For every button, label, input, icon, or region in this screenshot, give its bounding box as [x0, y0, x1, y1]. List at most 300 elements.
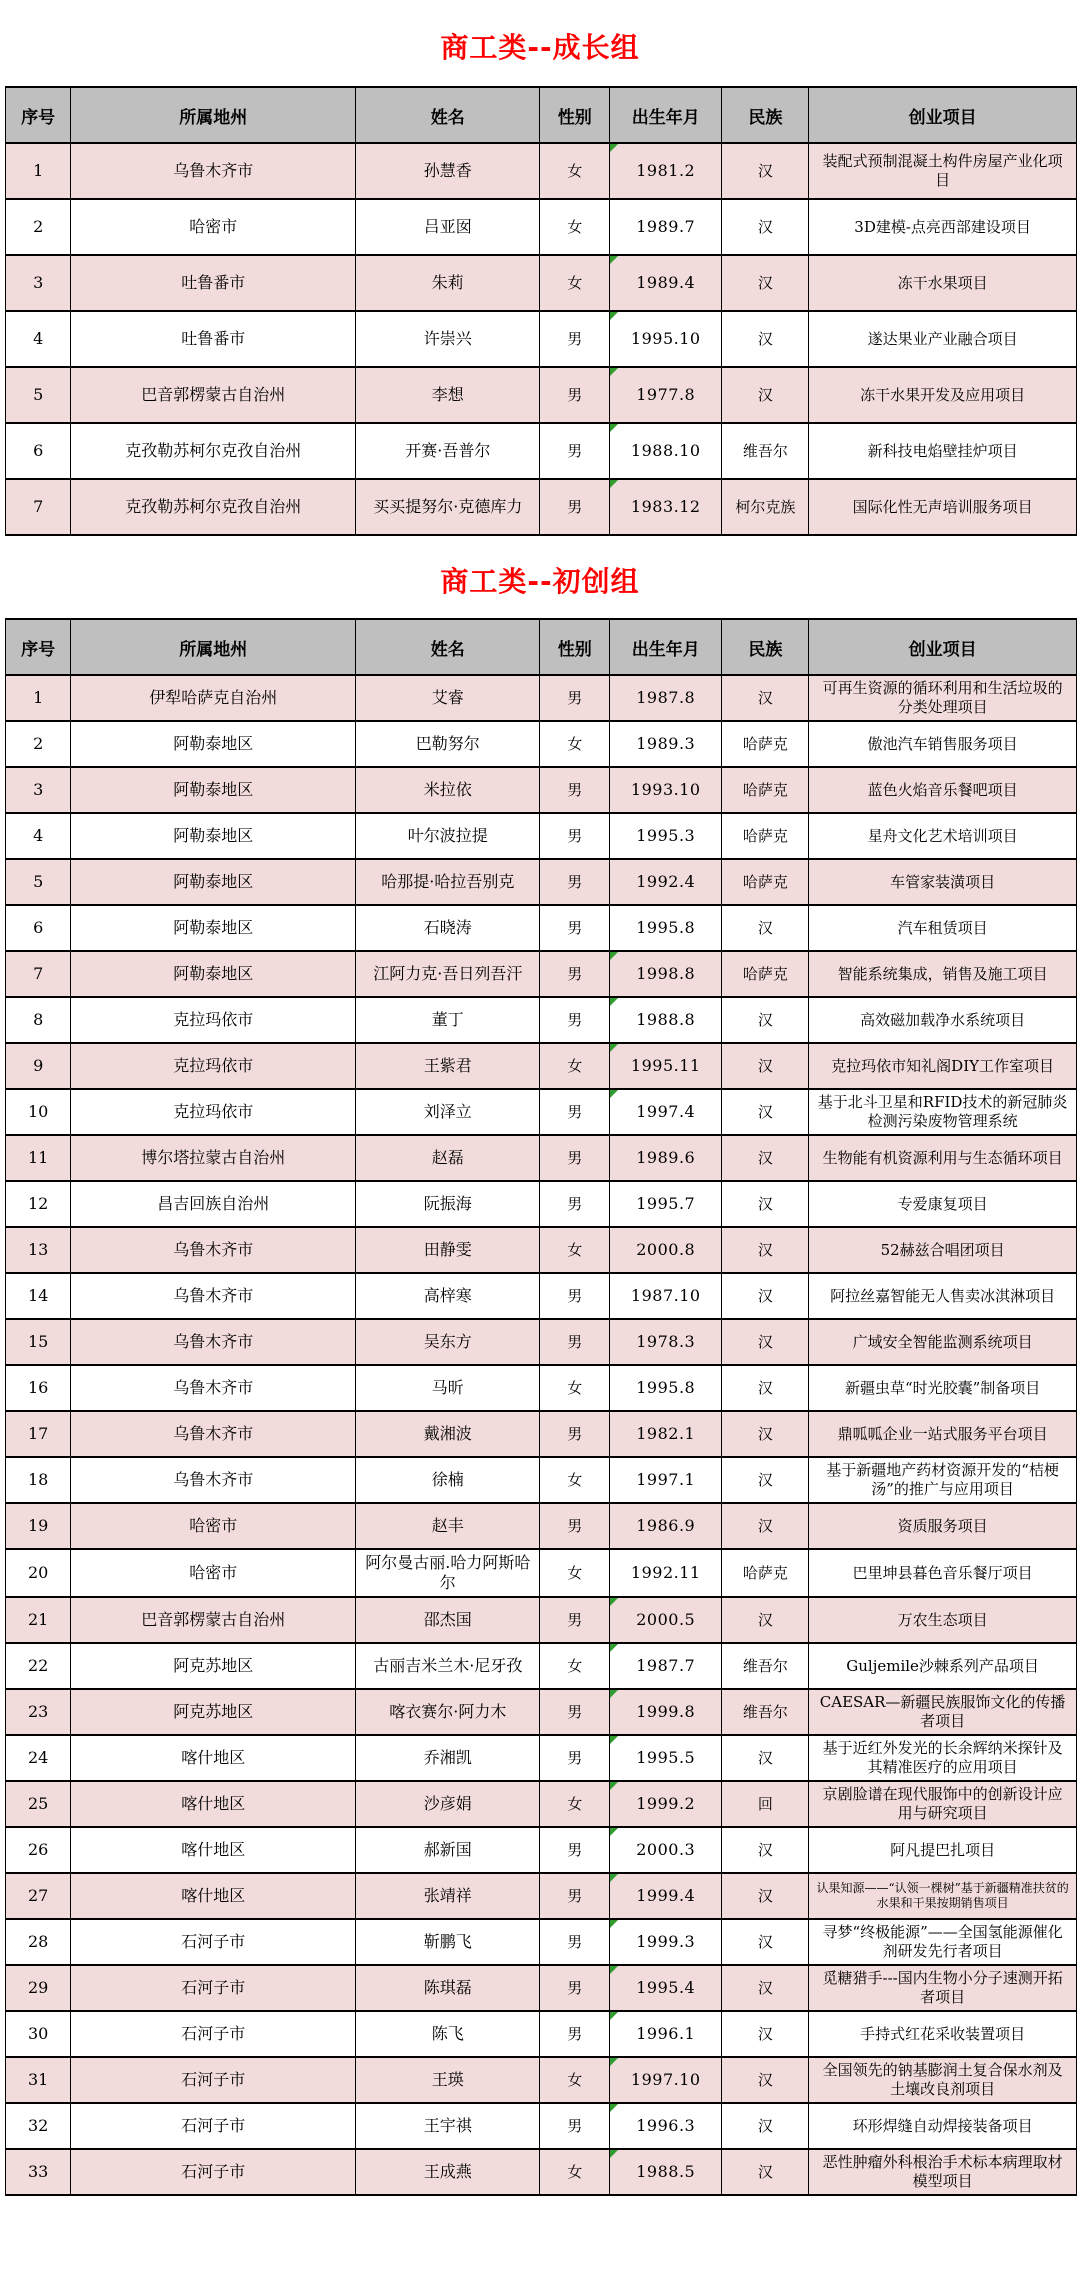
cell-birth: 1989.3 — [610, 721, 722, 767]
cell-project: 巴里坤县暮色音乐餐厅项目 — [809, 1549, 1077, 1597]
cell-gender: 女 — [540, 2149, 610, 2195]
cell-project: 智能系统集成，销售及施工项目 — [809, 951, 1077, 997]
cell-project: 傲池汽车销售服务项目 — [809, 721, 1077, 767]
cell-ethnic: 汉 — [722, 1227, 809, 1273]
cell-birth: 1982.1 — [610, 1411, 722, 1457]
cell-gender: 男 — [540, 1273, 610, 1319]
table-row — [6, 1965, 1077, 2011]
table-row — [6, 951, 1077, 997]
cell-flag-icon — [610, 144, 618, 152]
cell-flag-icon — [610, 2104, 618, 2112]
cell-project: 星舟文化艺术培训项目 — [809, 813, 1077, 859]
cell-gender: 男 — [540, 1135, 610, 1181]
column-header-birth: 出生年月 — [610, 619, 722, 675]
cell-birth: 1992.11 — [610, 1549, 722, 1597]
cell-flag-icon — [610, 368, 618, 376]
cell-birth: 1999.4 — [610, 1873, 722, 1919]
cell-name: 赵磊 — [356, 1135, 540, 1181]
cell-region: 吐鲁番市 — [71, 311, 356, 367]
cell-gender: 男 — [540, 2011, 610, 2057]
cell-ethnic: 哈萨克 — [722, 813, 809, 859]
cell-index: 6 — [6, 905, 71, 951]
cell-name: 朱莉 — [356, 255, 540, 311]
cell-region: 克拉玛依市 — [71, 1089, 356, 1135]
cell-gender: 女 — [540, 721, 610, 767]
table-row — [6, 1919, 1077, 1965]
cell-birth: 2000.3 — [610, 1827, 722, 1873]
cell-ethnic: 汉 — [722, 255, 809, 311]
cell-ethnic: 汉 — [722, 143, 809, 199]
cell-birth: 1988.5 — [610, 2149, 722, 2195]
cell-flag-icon — [610, 952, 618, 960]
cell-region: 巴音郭楞蒙古自治州 — [71, 1597, 356, 1643]
cell-name: 徐楠 — [356, 1457, 540, 1503]
cell-project: 新疆虫草“时光胶囊”制备项目 — [809, 1365, 1077, 1411]
cell-name: 赵丰 — [356, 1503, 540, 1549]
cell-birth: 1988.10 — [610, 423, 722, 479]
cell-gender: 男 — [540, 813, 610, 859]
cell-project: 京剧脸谱在现代服饰中的创新设计应用与研究项目 — [809, 1781, 1077, 1827]
table-row — [6, 1549, 1077, 1597]
growth-group-table — [5, 86, 1077, 536]
cell-index: 3 — [6, 767, 71, 813]
cell-name: 马昕 — [356, 1365, 540, 1411]
cell-birth: 1999.8 — [610, 1689, 722, 1735]
cell-region: 石河子市 — [71, 2149, 356, 2195]
cell-project: CAESAR—新疆民族服饰文化的传播者项目 — [809, 1689, 1077, 1735]
column-header-region: 所属地州 — [71, 619, 356, 675]
cell-ethnic: 汉 — [722, 1457, 809, 1503]
cell-region: 博尔塔拉蒙古自治州 — [71, 1135, 356, 1181]
cell-ethnic: 汉 — [722, 2149, 809, 2195]
cell-region: 克拉玛依市 — [71, 997, 356, 1043]
cell-name: 张靖祥 — [356, 1873, 540, 1919]
cell-ethnic: 汉 — [722, 1919, 809, 1965]
cell-region: 伊犁哈萨克自治州 — [71, 675, 356, 721]
column-header-project: 创业项目 — [809, 87, 1077, 143]
cell-project: 广域安全智能监测系统项目 — [809, 1319, 1077, 1365]
table-row — [6, 1135, 1077, 1181]
cell-name: 石晓涛 — [356, 905, 540, 951]
cell-ethnic: 汉 — [722, 1735, 809, 1781]
cell-index: 7 — [6, 951, 71, 997]
cell-ethnic: 汉 — [722, 1965, 809, 2011]
cell-name: 王瑛 — [356, 2057, 540, 2103]
cell-birth: 1987.8 — [610, 675, 722, 721]
cell-index: 5 — [6, 367, 71, 423]
cell-ethnic: 汉 — [722, 1089, 809, 1135]
cell-project: 环形焊缝自动焊接装备项目 — [809, 2103, 1077, 2149]
table-row — [6, 1319, 1077, 1365]
cell-flag-icon — [610, 1920, 618, 1928]
cell-birth: 2000.5 — [610, 1597, 722, 1643]
table-row — [6, 143, 1077, 199]
cell-index: 4 — [6, 311, 71, 367]
cell-gender: 男 — [540, 1689, 610, 1735]
cell-gender: 女 — [540, 2057, 610, 2103]
table-row — [6, 2057, 1077, 2103]
cell-project: 专爱康复项目 — [809, 1181, 1077, 1227]
table-row — [6, 255, 1077, 311]
cell-region: 乌鲁木齐市 — [71, 1227, 356, 1273]
cell-ethnic: 汉 — [722, 1597, 809, 1643]
cell-gender: 男 — [540, 997, 610, 1043]
column-header-index: 序号 — [6, 619, 71, 675]
cell-region: 阿勒泰地区 — [71, 905, 356, 951]
cell-gender: 男 — [540, 1503, 610, 1549]
cell-ethnic: 汉 — [722, 1181, 809, 1227]
column-header-project: 创业项目 — [809, 619, 1077, 675]
cell-ethnic: 汉 — [722, 2057, 809, 2103]
table-row — [6, 1781, 1077, 1827]
cell-birth: 1987.10 — [610, 1273, 722, 1319]
cell-ethnic: 哈萨克 — [722, 1549, 809, 1597]
cell-flag-icon — [610, 2058, 618, 2066]
cell-index: 30 — [6, 2011, 71, 2057]
cell-index: 10 — [6, 1089, 71, 1135]
cell-project: 可再生资源的循环利用和生活垃圾的分类处理项目 — [809, 675, 1077, 721]
cell-flag-icon — [610, 1690, 618, 1698]
cell-name: 吕亚囡 — [356, 199, 540, 255]
cell-ethnic: 柯尔克族 — [722, 479, 809, 535]
cell-region: 克孜勒苏柯尔克孜自治州 — [71, 479, 356, 535]
cell-birth: 1997.10 — [610, 2057, 722, 2103]
cell-project: 蓝色火焰音乐餐吧项目 — [809, 767, 1077, 813]
cell-project: 寻梦“终极能源”——全国氢能源催化剂研发先行者项目 — [809, 1919, 1077, 1965]
cell-gender: 男 — [540, 1735, 610, 1781]
cell-ethnic: 汉 — [722, 311, 809, 367]
cell-gender: 女 — [540, 199, 610, 255]
cell-ethnic: 汉 — [722, 1827, 809, 1873]
table-row — [6, 1597, 1077, 1643]
cell-name: 邵杰国 — [356, 1597, 540, 1643]
cell-name: 孙慧香 — [356, 143, 540, 199]
cell-project: 阿凡提巴扎项目 — [809, 1827, 1077, 1873]
table-row — [6, 721, 1077, 767]
column-header-name: 姓名 — [356, 619, 540, 675]
column-header-birth: 出生年月 — [610, 87, 722, 143]
cell-gender: 女 — [540, 143, 610, 199]
cell-ethnic: 汉 — [722, 2011, 809, 2057]
cell-birth: 1986.9 — [610, 1503, 722, 1549]
cell-index: 25 — [6, 1781, 71, 1827]
cell-flag-icon — [610, 1874, 618, 1882]
cell-project: 冻干水果开发及应用项目 — [809, 367, 1077, 423]
cell-name: 乔湘凯 — [356, 1735, 540, 1781]
cell-birth: 1983.12 — [610, 479, 722, 535]
header-row — [6, 619, 1077, 675]
column-header-gender: 性别 — [540, 619, 610, 675]
cell-birth: 1992.4 — [610, 859, 722, 905]
cell-index: 12 — [6, 1181, 71, 1227]
cell-index: 1 — [6, 675, 71, 721]
cell-gender: 女 — [540, 1643, 610, 1689]
cell-name: 吴东方 — [356, 1319, 540, 1365]
cell-index: 33 — [6, 2149, 71, 2195]
column-header-ethnic: 民族 — [722, 87, 809, 143]
cell-project: 新科技电焰壁挂炉项目 — [809, 423, 1077, 479]
cell-name: 叶尔波拉提 — [356, 813, 540, 859]
cell-name: 李想 — [356, 367, 540, 423]
cell-gender: 女 — [540, 1365, 610, 1411]
column-header-gender: 性别 — [540, 87, 610, 143]
table-row — [6, 423, 1077, 479]
cell-index: 23 — [6, 1689, 71, 1735]
cell-birth: 1978.3 — [610, 1319, 722, 1365]
cell-index: 15 — [6, 1319, 71, 1365]
cell-name: 田静雯 — [356, 1227, 540, 1273]
cell-gender: 男 — [540, 479, 610, 535]
cell-gender: 男 — [540, 2103, 610, 2149]
cell-project: Guljemile沙棘系列产品项目 — [809, 1643, 1077, 1689]
cell-gender: 男 — [540, 1089, 610, 1135]
cell-region: 阿克苏地区 — [71, 1643, 356, 1689]
cell-region: 石河子市 — [71, 2103, 356, 2149]
cell-gender: 男 — [540, 311, 610, 367]
cell-region: 乌鲁木齐市 — [71, 1365, 356, 1411]
cell-project: 全国领先的钠基膨润土复合保水剂及土壤改良剂项目 — [809, 2057, 1077, 2103]
cell-flag-icon — [610, 1736, 618, 1744]
cell-flag-icon — [610, 1644, 618, 1652]
cell-name: 艾睿 — [356, 675, 540, 721]
cell-index: 20 — [6, 1549, 71, 1597]
cell-name: 靳鹏飞 — [356, 1919, 540, 1965]
cell-index: 5 — [6, 859, 71, 905]
cell-ethnic: 汉 — [722, 905, 809, 951]
cell-name: 王成燕 — [356, 2149, 540, 2195]
cell-birth: 1995.10 — [610, 311, 722, 367]
cell-birth: 1977.8 — [610, 367, 722, 423]
cell-ethnic: 汉 — [722, 1365, 809, 1411]
cell-birth: 2000.8 — [610, 1227, 722, 1273]
cell-index: 4 — [6, 813, 71, 859]
cell-index: 6 — [6, 423, 71, 479]
table-row — [6, 905, 1077, 951]
cell-region: 喀什地区 — [71, 1781, 356, 1827]
cell-project: 鼎呱呱企业一站式服务平台项目 — [809, 1411, 1077, 1457]
cell-index: 7 — [6, 479, 71, 535]
table-row — [6, 1043, 1077, 1089]
cell-birth: 1989.4 — [610, 255, 722, 311]
cell-region: 阿勒泰地区 — [71, 721, 356, 767]
cell-project: 基于北斗卫星和RFID技术的新冠肺炎检测污染废物管理系统 — [809, 1089, 1077, 1135]
table-row — [6, 767, 1077, 813]
cell-birth: 1989.7 — [610, 199, 722, 255]
cell-birth: 1995.11 — [610, 1043, 722, 1089]
cell-birth: 1995.5 — [610, 1735, 722, 1781]
cell-ethnic: 汉 — [722, 997, 809, 1043]
cell-ethnic: 汉 — [722, 367, 809, 423]
cell-name: 郝新国 — [356, 1827, 540, 1873]
cell-name: 阮振海 — [356, 1181, 540, 1227]
cell-project: 手持式红花采收装置项目 — [809, 2011, 1077, 2057]
cell-birth: 1988.8 — [610, 997, 722, 1043]
cell-flag-icon — [610, 1828, 618, 1836]
cell-project: 恶性肿瘤外科根治手术标本病理取材模型项目 — [809, 2149, 1077, 2195]
cell-name: 买买提努尔·克德库力 — [356, 479, 540, 535]
cell-ethnic: 哈萨克 — [722, 721, 809, 767]
cell-ethnic: 维吾尔 — [722, 423, 809, 479]
cell-flag-icon — [610, 256, 618, 264]
table-row — [6, 1365, 1077, 1411]
cell-index: 21 — [6, 1597, 71, 1643]
cell-region: 石河子市 — [71, 1965, 356, 2011]
cell-birth: 1995.3 — [610, 813, 722, 859]
cell-birth: 1997.4 — [610, 1089, 722, 1135]
cell-birth: 1998.8 — [610, 951, 722, 997]
cell-gender: 男 — [540, 1965, 610, 2011]
cell-project: 冻干水果项目 — [809, 255, 1077, 311]
cell-flag-icon — [610, 998, 618, 1006]
cell-region: 乌鲁木齐市 — [71, 143, 356, 199]
cell-index: 18 — [6, 1457, 71, 1503]
cell-name: 高梓寒 — [356, 1273, 540, 1319]
table-row — [6, 367, 1077, 423]
cell-project: 3D建模-点亮西部建设项目 — [809, 199, 1077, 255]
cell-flag-icon — [610, 2150, 618, 2158]
cell-gender: 男 — [540, 1873, 610, 1919]
cell-ethnic: 哈萨克 — [722, 859, 809, 905]
cell-gender: 男 — [540, 367, 610, 423]
cell-region: 乌鲁木齐市 — [71, 1273, 356, 1319]
cell-gender: 女 — [540, 1227, 610, 1273]
column-header-name: 姓名 — [356, 87, 540, 143]
cell-ethnic: 哈萨克 — [722, 951, 809, 997]
cell-region: 哈密市 — [71, 1503, 356, 1549]
cell-gender: 女 — [540, 1457, 610, 1503]
table-row — [6, 199, 1077, 255]
cell-birth: 1989.6 — [610, 1135, 722, 1181]
cell-index: 16 — [6, 1365, 71, 1411]
cell-project: 资质服务项目 — [809, 1503, 1077, 1549]
cell-index: 26 — [6, 1827, 71, 1873]
column-header-index: 序号 — [6, 87, 71, 143]
cell-ethnic: 汉 — [722, 1043, 809, 1089]
column-header-ethnic: 民族 — [722, 619, 809, 675]
cell-region: 石河子市 — [71, 2011, 356, 2057]
cell-region: 阿勒泰地区 — [71, 859, 356, 905]
cell-project: 认果知源——“认领一棵树”基于新疆精准扶贫的水果和干果按期销售项目 — [809, 1873, 1077, 1919]
cell-gender: 女 — [540, 255, 610, 311]
cell-birth: 1996.1 — [610, 2011, 722, 2057]
cell-ethnic: 维吾尔 — [722, 1689, 809, 1735]
cell-region: 阿勒泰地区 — [71, 767, 356, 813]
cell-gender: 女 — [540, 1043, 610, 1089]
cell-gender: 男 — [540, 1919, 610, 1965]
cell-index: 17 — [6, 1411, 71, 1457]
cell-ethnic: 汉 — [722, 1273, 809, 1319]
cell-birth: 1997.1 — [610, 1457, 722, 1503]
cell-index: 3 — [6, 255, 71, 311]
cell-index: 29 — [6, 1965, 71, 2011]
cell-name: 开赛·吾普尔 — [356, 423, 540, 479]
cell-birth: 1981.2 — [610, 143, 722, 199]
cell-birth: 1987.7 — [610, 1643, 722, 1689]
table-row — [6, 813, 1077, 859]
header-row — [6, 87, 1077, 143]
cell-birth: 1999.2 — [610, 1781, 722, 1827]
cell-project: 觅糖猎手---国内生物小分子速测开拓者项目 — [809, 1965, 1077, 2011]
cell-index: 2 — [6, 199, 71, 255]
cell-index: 24 — [6, 1735, 71, 1781]
table-row — [6, 479, 1077, 535]
cell-index: 8 — [6, 997, 71, 1043]
cell-index: 14 — [6, 1273, 71, 1319]
cell-gender: 男 — [540, 1181, 610, 1227]
cell-name: 沙彦娟 — [356, 1781, 540, 1827]
cell-index: 31 — [6, 2057, 71, 2103]
cell-project: 高效磁加载净水系统项目 — [809, 997, 1077, 1043]
cell-region: 乌鲁木齐市 — [71, 1411, 356, 1457]
cell-name: 陈飞 — [356, 2011, 540, 2057]
cell-birth: 1995.8 — [610, 905, 722, 951]
cell-index: 27 — [6, 1873, 71, 1919]
cell-birth: 1995.4 — [610, 1965, 722, 2011]
cell-region: 哈密市 — [71, 1549, 356, 1597]
cell-project: 车管家装潢项目 — [809, 859, 1077, 905]
cell-index: 22 — [6, 1643, 71, 1689]
table-row — [6, 859, 1077, 905]
cell-flag-icon — [610, 480, 618, 488]
cell-flag-icon — [610, 1782, 618, 1790]
table-row — [6, 1827, 1077, 1873]
cell-region: 喀什地区 — [71, 1735, 356, 1781]
cell-region: 乌鲁木齐市 — [71, 1319, 356, 1365]
cell-ethnic: 维吾尔 — [722, 1643, 809, 1689]
cell-region: 石河子市 — [71, 1919, 356, 1965]
cell-flag-icon — [610, 2012, 618, 2020]
cell-gender: 男 — [540, 1827, 610, 1873]
cell-region: 巴音郭楞蒙古自治州 — [71, 367, 356, 423]
cell-ethnic: 汉 — [722, 1135, 809, 1181]
cell-index: 13 — [6, 1227, 71, 1273]
cell-gender: 男 — [540, 675, 610, 721]
cell-region: 吐鲁番市 — [71, 255, 356, 311]
cell-name: 哈那提·哈拉吾别克 — [356, 859, 540, 905]
cell-project: 汽车租赁项目 — [809, 905, 1077, 951]
cell-index: 19 — [6, 1503, 71, 1549]
cell-project: 基于近红外发光的长余辉纳米探针及其精准医疗的应用项目 — [809, 1735, 1077, 1781]
cell-gender: 男 — [540, 951, 610, 997]
cell-flag-icon — [610, 1598, 618, 1606]
table-row — [6, 1457, 1077, 1503]
cell-name: 王紫君 — [356, 1043, 540, 1089]
cell-gender: 男 — [540, 1411, 610, 1457]
cell-project: 装配式预制混凝土构件房屋产业化项目 — [809, 143, 1077, 199]
cell-index: 1 — [6, 143, 71, 199]
table-row — [6, 1227, 1077, 1273]
cell-name: 喀衣赛尔·阿力木 — [356, 1689, 540, 1735]
cell-flag-icon — [610, 424, 618, 432]
cell-name: 巴勒努尔 — [356, 721, 540, 767]
cell-gender: 男 — [540, 423, 610, 479]
cell-flag-icon — [610, 1966, 618, 1974]
cell-project: 52赫兹合唱团项目 — [809, 1227, 1077, 1273]
cell-region: 乌鲁木齐市 — [71, 1457, 356, 1503]
cell-region: 阿勒泰地区 — [71, 813, 356, 859]
cell-flag-icon — [610, 1090, 618, 1098]
table-row — [6, 2149, 1077, 2195]
cell-region: 喀什地区 — [71, 1827, 356, 1873]
cell-gender: 女 — [540, 1549, 610, 1597]
cell-name: 米拉依 — [356, 767, 540, 813]
cell-gender: 男 — [540, 859, 610, 905]
cell-birth: 1995.7 — [610, 1181, 722, 1227]
cell-name: 阿尔曼古丽.哈力阿斯哈尔 — [356, 1549, 540, 1597]
cell-birth: 1996.3 — [610, 2103, 722, 2149]
cell-ethnic: 哈萨克 — [722, 767, 809, 813]
table-row — [6, 1689, 1077, 1735]
